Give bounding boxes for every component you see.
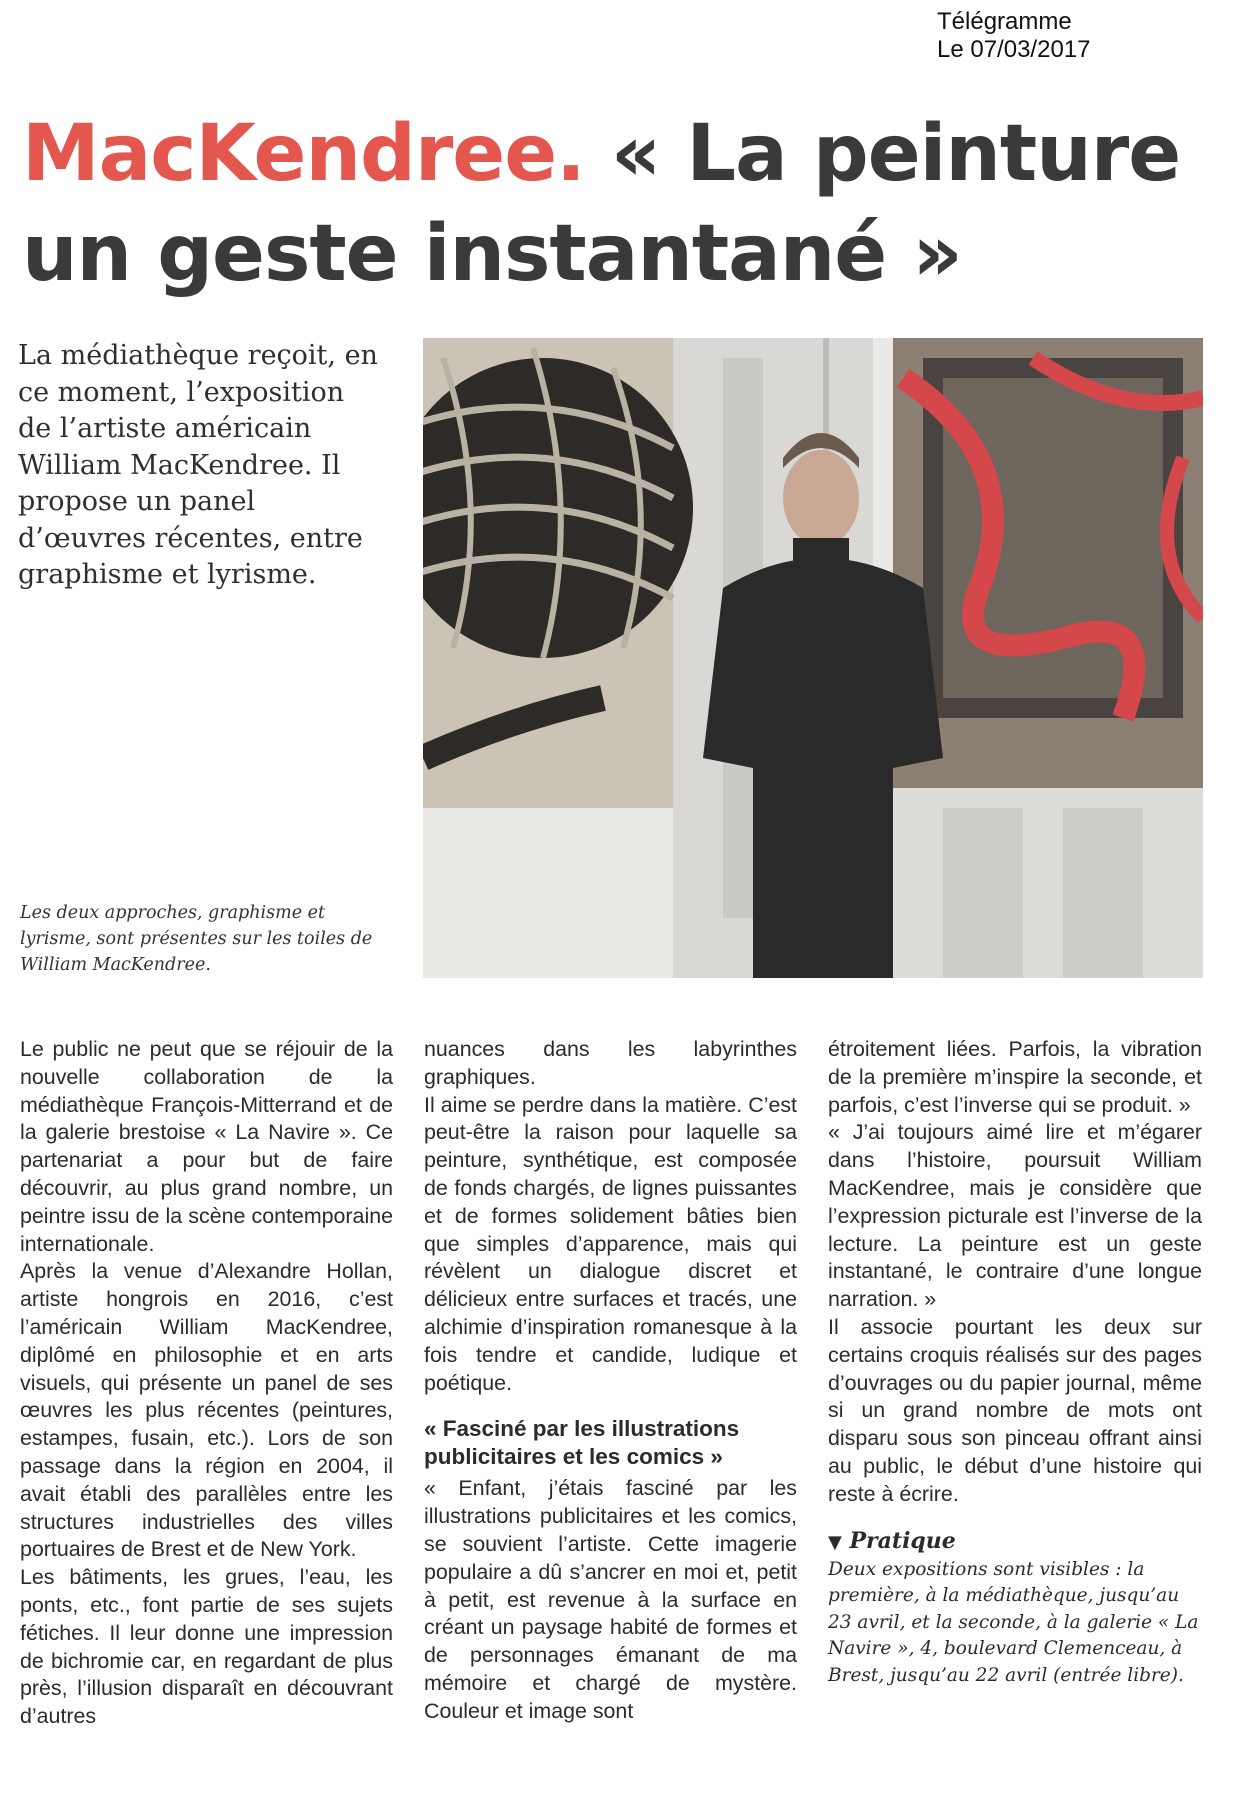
article-column-2 — [424, 1036, 797, 1726]
paragraph: Après la venue d’Alexandre Hollan, artiste hongrois en 2016, c’est l’américain William MacKendree, diplômé en philosophie et en arts visuels, qui présente un panel de ses œuvres les plus récentes (peintures, estampes, fusain, etc.). Lors de son passage dans la région en 2004, il avait établi des parallèles entre les structures industrielles des villes portuaires de Brest et de New York. — [20, 1259, 393, 1562]
abstract-painting — [903, 358, 1203, 718]
paragraph: Il aime se perdre dans la matière. C’est peut-être la raison pour laquelle sa peinture, synthétique, est composée de fonds chargés, de lignes puissantes et de formes solidement bâties bien que simples d’apparence, mais qui révèlent un dialogue discret et délicieux entre surfaces et tracés, une alchimie d’inspiration romanesque à la fois tendre et candide, ludique et poétique. — [424, 1092, 797, 1395]
subheading: « Fasciné par les illustrations publicitaires et les comics » — [424, 1416, 740, 1470]
photo-illustration — [423, 338, 1203, 978]
article-photo — [423, 338, 1203, 978]
paragraph: Il associe pourtant les deux sur certains croquis réalisés sur des pages d’ouvrages ou du papier journal, même si un grand nombre de mots ont disparu sous son pinceau offrant ainsi au public, le début d’une histoire qui reste à écrire. — [828, 1314, 1202, 1506]
paragraph: « Enfant, j’étais fasciné par les illustrations publicitaires et les comics, se souvient l’artiste. Cette imagerie populaire a dû s’ancrer en moi et, petit à petit, est revenue à la surface en créant un paysage habité de formes et de personnages émanant de ma mémoire et chargé de mystère. Couleur et image sont — [424, 1476, 797, 1723]
pratique-box — [828, 1527, 1202, 1690]
article-column-1 — [20, 1036, 393, 1731]
publication-date: Le 07/03/2017 — [937, 36, 1091, 63]
paragraph: nuances dans les labyrinthes graphiques. — [424, 1037, 797, 1089]
pratique-text: Deux expositions sont visibles : la première, à la médiathèque, jusqu’au 23 avril, et la seconde, à la galerie « La Navire », 4, boulevard Clemenceau, à Brest, jusqu’au 22 avril (entrée libre). — [828, 1558, 1199, 1686]
headline-quote: « La peinture un geste instantané » — [22, 109, 1181, 299]
paragraph: étroitement liées. Parfois, la vibration de la première m’inspire la seconde, et parfois, c’est l’inverse qui se produit. » — [828, 1037, 1202, 1117]
publication-name: Télégramme — [937, 8, 1072, 35]
pratique-title — [828, 1527, 1202, 1557]
triangle-down-icon: ▼ — [828, 1531, 842, 1553]
article-column-3 — [828, 1036, 1202, 1689]
lead-paragraph: La médiathèque reçoit, en ce moment, l’exposition de l’artiste américain William MacKendree. Il propose un panel d’œuvres récentes, entre graphisme et lyrisme. — [18, 340, 378, 590]
pratique-label: Pratique — [849, 1527, 956, 1554]
paragraph: Le public ne peut que se réjouir de la nouvelle collaboration de la médiathèque François-Mitterrand et de la galerie brestoise « La Navire ». Ce partenariat a pour but de faire découvrir, au plus grand nombre, un peintre issu de la scène contemporaine internationale. — [20, 1037, 393, 1256]
photo-caption: Les deux approches, graphisme et lyrisme, sont présentes sur les toiles de William MacKendree. — [20, 903, 373, 975]
paragraph: « J’ai toujours aimé lire et m’égarer dans l’histoire, poursuit William MacKendree, mais je considère que l’expression picturale est l’inverse de la lecture. La peinture est un geste instantané, le contraire d’une longue narration. » — [828, 1120, 1202, 1312]
headline-name: MacKendree. — [22, 109, 585, 199]
headline — [22, 104, 1222, 304]
paragraph: Les bâtiments, les grues, l’eau, les ponts, etc., font partie de ses sujets fétiches. Il leur donne une impression de bichromie car, en regardant de plus près, l’illusion disparaît en découvrant d’autres — [20, 1565, 393, 1729]
source-info — [937, 8, 1090, 64]
